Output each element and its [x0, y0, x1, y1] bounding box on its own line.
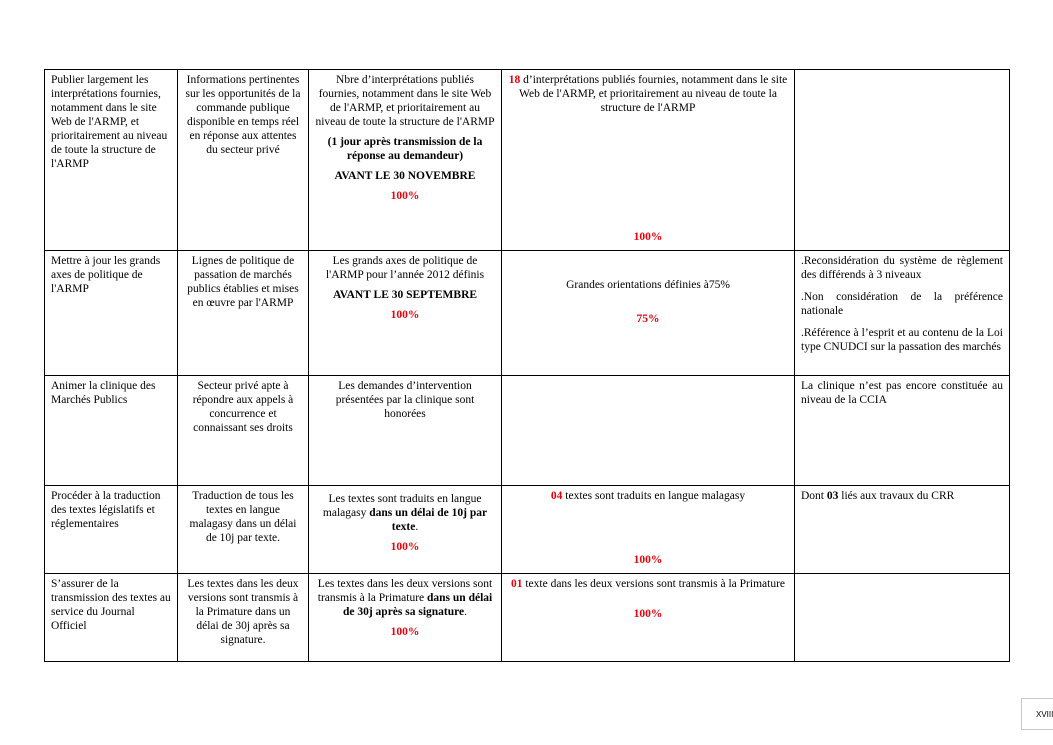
remark-item: .Référence à l’esprit et au contenu de la Loi type CNUDCI sur la passation des marchés	[801, 327, 1003, 353]
target-percent: 100%	[390, 190, 420, 202]
action-cell: Mettre à jour les grands axes de politique de l'ARMP	[45, 251, 178, 376]
table-row	[45, 70, 1010, 251]
result-cell: Traduction de tous les textes en langue malagasy dans un délai de 10j par texte.	[178, 486, 309, 574]
indicator-bold-text: dans un délai de 30j après sa signature	[342, 592, 493, 618]
achieved-text: textes sont traduits en langue malagasy	[562, 490, 746, 502]
achieved-rate: 100%	[633, 231, 663, 243]
remarks-cell: La clinique n’est pas encore constituée au niveau de la CCIA	[795, 376, 1010, 486]
remark-item: .Reconsidération du système de règlement des différends à 3 niveaux	[801, 255, 1003, 281]
achieved-text: d’interprétations publiés fournies, notamment dans le site Web de l'ARMP, et prioritairement au niveau de toute la structure de l'ARMP	[519, 74, 788, 114]
achievement-cell	[502, 70, 795, 251]
achieved-rate: 100%	[633, 608, 663, 620]
achieved-count: 01	[510, 578, 523, 590]
target-percent: 100%	[390, 626, 420, 638]
indicator-cell	[309, 251, 502, 376]
indicator-end: .	[415, 521, 419, 533]
achieved-text: Grandes orientations définies à75%	[566, 279, 730, 291]
indicator-text: Les grands axes de politique de l'ARMP pour l’année 2012 définis	[325, 255, 485, 281]
remark-text-end: liés aux travaux du CRR	[838, 490, 955, 502]
indicator-end: .	[464, 606, 468, 618]
remarks-cell	[795, 486, 1010, 574]
remarks-cell	[795, 251, 1010, 376]
action-cell: S’assurer de la transmission des textes au service du Journal Officiel	[45, 574, 178, 662]
action-cell: Publier largement les interprétations fournies, notamment dans le site Web de l'ARMP, et prioritairement au niveau de toute la structure de l'ARMP	[45, 70, 178, 251]
achievement-cell	[502, 376, 795, 486]
target-percent: 100%	[390, 309, 420, 321]
deadline-text: AVANT LE 30 NOVEMBRE	[334, 170, 476, 182]
table-row	[45, 574, 1010, 662]
indicator-text: Les textes dans les deux versions sont transmis à la Primature	[317, 578, 493, 604]
achievement-cell	[502, 251, 795, 376]
achieved-rate: 100%	[633, 554, 663, 566]
deadline-text: AVANT LE 30 SEPTEMBRE	[332, 289, 478, 301]
achievement-cell	[502, 486, 795, 574]
achieved-count: 18	[508, 74, 521, 86]
action-cell: Animer la clinique des Marchés Publics	[45, 376, 178, 486]
target-percent: 100%	[390, 541, 420, 553]
result-cell: Lignes de politique de passation de marchés publics établies et mises en œuvre par l'ARMP	[178, 251, 309, 376]
table-row	[45, 251, 1010, 376]
indicator-cell: Les demandes d’intervention présentées par la clinique sont honorées	[309, 376, 502, 486]
result-cell: Les textes dans les deux versions sont transmis à la Primature dans un délai de 30j après sa signature.	[178, 574, 309, 662]
indicator-bold-text: dans un délai de 10j par texte	[369, 507, 488, 533]
remarks-cell	[795, 574, 1010, 662]
table-row	[45, 486, 1010, 574]
result-cell: Informations pertinentes sur les opportunités de la commande publique disponible en temps réel en réponse aux attentes du secteur privé	[178, 70, 309, 251]
result-cell: Secteur privé apte à répondre aux appels à concurrence et connaissant ses droits	[178, 376, 309, 486]
achieved-rate: 75%	[636, 313, 660, 325]
indicator-bold-text: (1 jour après transmission de la réponse au demandeur)	[327, 136, 483, 162]
action-plan-table	[44, 69, 1010, 662]
remarks-cell	[795, 70, 1010, 251]
remark-count: 03	[826, 490, 839, 502]
achieved-text: texte dans les deux versions sont transmis à la Primature	[522, 578, 786, 590]
action-cell: Procéder à la traduction des textes législatifs et réglementaires	[45, 486, 178, 574]
indicator-text: Nbre d’interprétations publiés fournies, notamment dans le site Web de l'ARMP, et prioritairement au niveau de toute la structure de l'ARMP	[315, 74, 495, 128]
table-row	[45, 376, 1010, 486]
remark-text: Dont	[801, 490, 827, 502]
page-number: XVIII	[1021, 698, 1053, 730]
indicator-cell	[309, 574, 502, 662]
indicator-cell	[309, 70, 502, 251]
achieved-count: 04	[550, 490, 563, 502]
indicator-cell	[309, 486, 502, 574]
remark-item: .Non considération de la préférence nationale	[801, 291, 1003, 317]
achievement-cell	[502, 574, 795, 662]
indicator-text: Les textes sont traduits en langue malagasy	[322, 493, 482, 519]
